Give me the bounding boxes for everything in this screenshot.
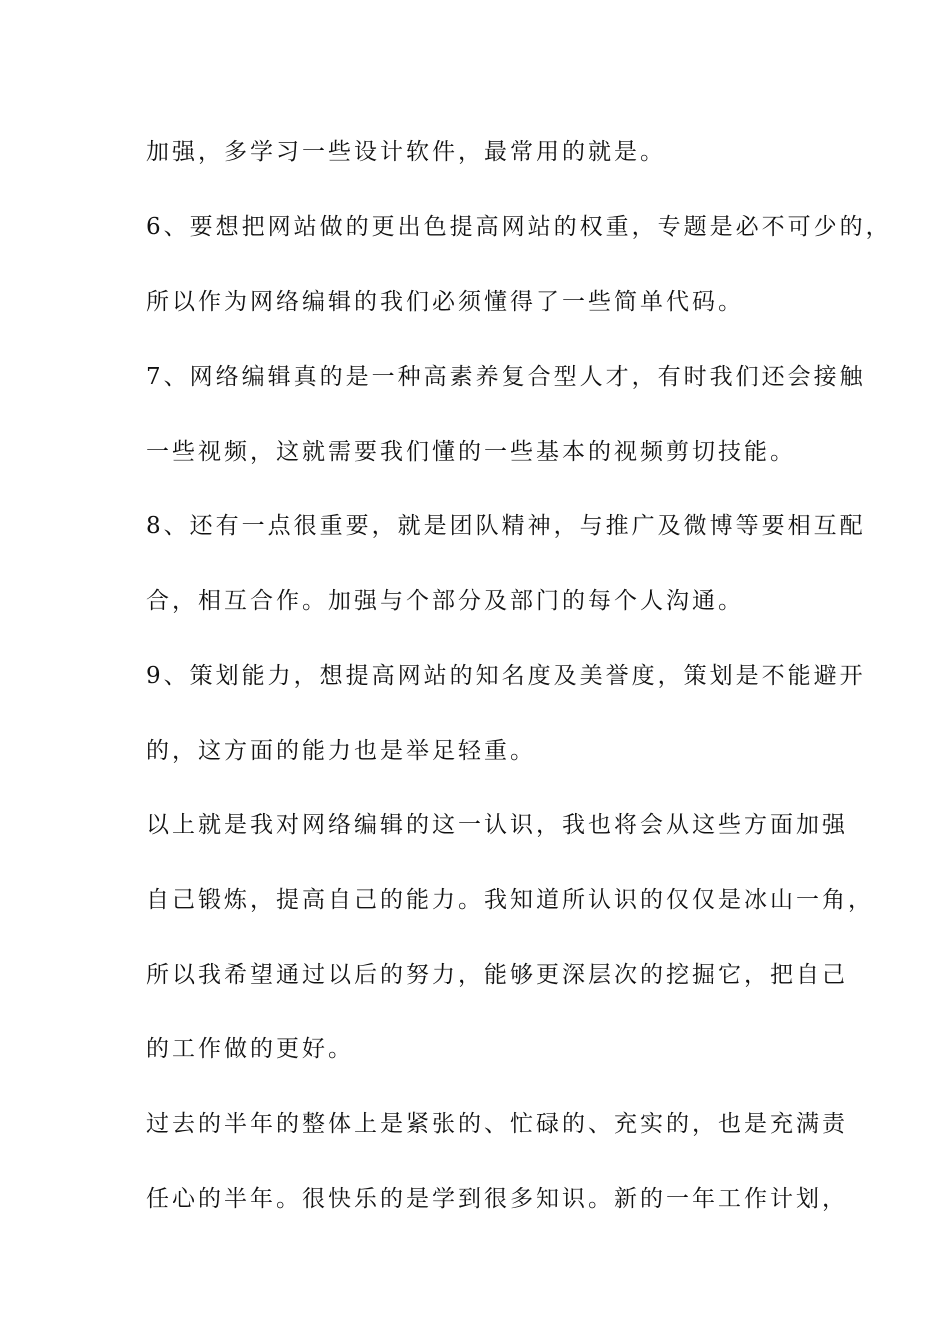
text-line: 过去的半年的整体上是紧张的、忙碌的、充实的，也是充满责 bbox=[146, 1111, 848, 1137]
text-line: 6、要想把网站做的更出色提高网站的权重，专题是必不可少的， bbox=[146, 214, 892, 240]
text-line: 9、策划能力，想提高网站的知名度及美誉度，策划是不能避开 bbox=[146, 663, 866, 689]
text-line: 合，相互合作。加强与个部分及部门的每个人沟通。 bbox=[146, 588, 744, 614]
text-line: 8、还有一点很重要，就是团队精神，与推广及微博等要相互配 bbox=[146, 513, 866, 539]
text-line: 以上就是我对网络编辑的这一认识，我也将会从这些方面加强 bbox=[146, 812, 848, 838]
text-line: 加强，多学习一些设计软件，最常用的就是。 bbox=[146, 139, 666, 165]
text-line: 的工作做的更好。 bbox=[146, 1036, 354, 1062]
text-line: 所以我希望通过以后的努力，能够更深层次的挖掘它，把自己 bbox=[146, 962, 848, 988]
text-line: 自己锻炼，提高自己的能力。我知道所认识的仅仅是冰山一角， bbox=[146, 887, 874, 913]
text-line: 一些视频，这就需要我们懂的一些基本的视频剪切技能。 bbox=[146, 439, 796, 465]
text-line: 所以作为网络编辑的我们必须懂得了一些简单代码。 bbox=[146, 289, 744, 315]
text-line: 的，这方面的能力也是举足轻重。 bbox=[146, 738, 536, 764]
text-line: 7、网络编辑真的是一种高素养复合型人才，有时我们还会接触 bbox=[146, 364, 866, 390]
text-line: 任心的半年。很快乐的是学到很多知识。新的一年工作计划， bbox=[146, 1186, 848, 1212]
